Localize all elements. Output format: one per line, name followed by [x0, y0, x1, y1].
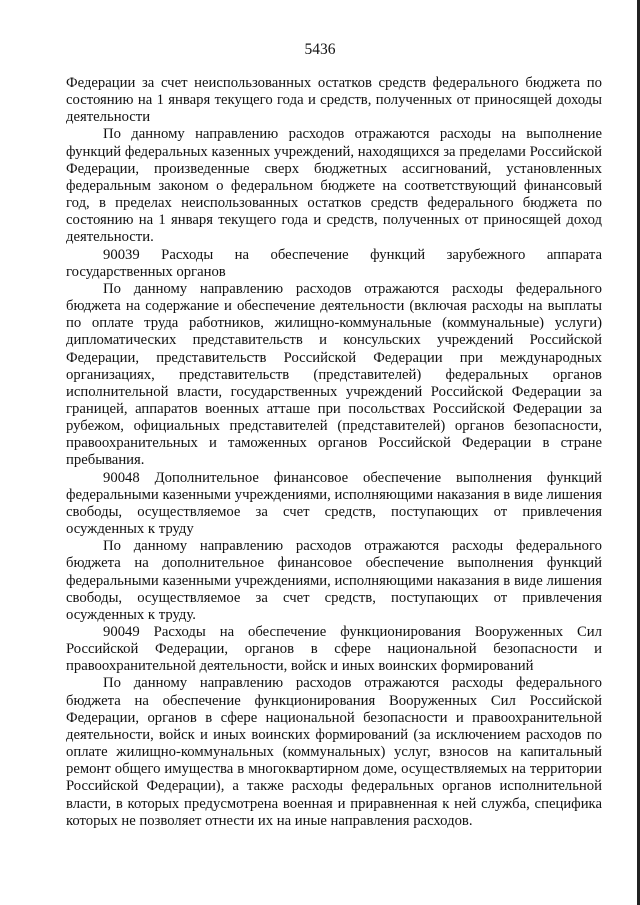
document-body	[66, 75, 602, 830]
paragraph-description: По данному направлению расходов отражаются расходы на выполнение функций федеральных казенных учреждений, находящихся за пределами Российской Федерации, произведенные сверх бюджетных ассигнований, установленных федеральным законом о федеральном бюджете на соответствующий финансовый год, в пределах неиспользованных остатков средств федерального бюджета по состоянию на 1 января текущего года и средств, полученных от приносящей доход деятельности.	[66, 126, 602, 246]
section-heading-90048: 90048 Дополнительное финансовое обеспечение выполнения функций федеральными казенными учреждениями, исполняющими наказания в виде лишения свободы, осуществляемое за счет средств, поступающих от привлечения осужденных к труду	[66, 469, 602, 538]
paragraph-description: По данному направлению расходов отражаются расходы федерального бюджета на содержание и обеспечение деятельности (включая расходы на выплаты по оплате труда работников, жилищно-коммунальные (коммунальные) услуги) дипломатических представительств и консульских учреждений Российской Федерации, представительств Российской Федерации при международных организациях, представительств (представителей) федеральных органов исполнительной власти, государственных учреждений Российской Федерации за границей, аппаратов военных атташе при посольствах Российской Федерации за рубежом, официальных представителей (представителей) органов безопасности, правоохранительных и таможенных органов Российской Федерации в стране пребывания.	[66, 280, 602, 469]
section-heading-90049: 90049 Расходы на обеспечение функционирования Вооруженных Сил Российской Федерации, органов в сфере национальной безопасности и правоохранительной деятельности, войск и иных воинских формирований	[66, 624, 602, 675]
paragraph-continuation: Федерации за счет неиспользованных остатков средств федерального бюджета по состоянию на 1 января текущего года и средств, полученных от приносящей доходы деятельности	[66, 75, 602, 126]
page-number: 5436	[304, 41, 336, 58]
paragraph-description: По данному направлению расходов отражаются расходы федерального бюджета на обеспечение функционирования Вооруженных Сил Российской Федерации, органов в сфере национальной безопасности и правоохранительной деятельности, войск и иных воинских формирований (за исключением расходов по оплате жилищно-коммунальных (коммунальных) услуг, взносов на капитальный ремонт общего имущества в многоквартирном доме, осуществляемых на территории Российской Федерации), а также расходы федеральных органов исполнительной власти, в которых предусмотрена военная и приравненная к ней служба, специфика которых не позволяет отнести их на иные направления расходов.	[66, 675, 602, 829]
paragraph-description: По данному направлению расходов отражаются расходы федерального бюджета на дополнительное финансовое обеспечение выполнения функций федеральными казенными учреждениями, исполняющими наказания в виде лишения свободы, осуществляемое за счет средств, поступающих от привлечения осужденных к труду.	[66, 538, 602, 623]
section-heading-90039: 90039 Расходы на обеспечение функций зарубежного аппарата государственных органов	[66, 246, 602, 280]
